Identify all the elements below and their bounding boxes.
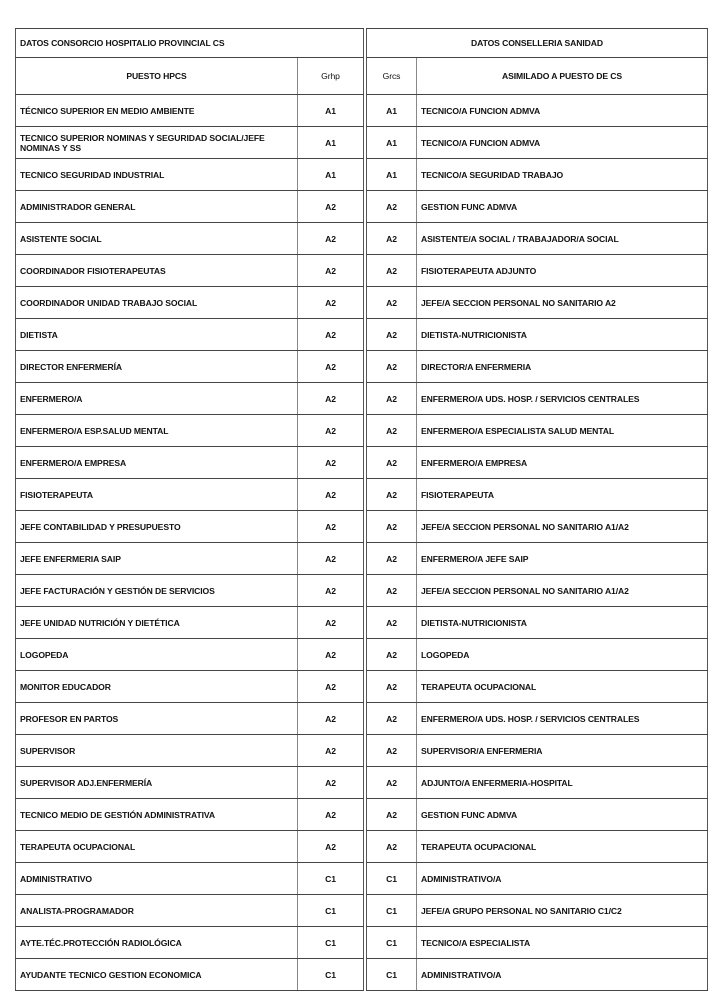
table-row xyxy=(367,383,708,415)
cell-puesto: TECNICO SEGURIDAD INDUSTRIAL xyxy=(16,159,298,191)
cell-grcs: A2 xyxy=(367,415,417,447)
cell-grhp: A2 xyxy=(298,287,364,319)
cell-grhp: A2 xyxy=(298,767,364,799)
table-row xyxy=(16,895,364,927)
cell-asimilado: TECNICO/A SEGURIDAD TRABAJO xyxy=(417,159,708,191)
table-row xyxy=(367,159,708,191)
cell-grcs: C1 xyxy=(367,927,417,959)
table-row xyxy=(367,767,708,799)
cell-grhp: A2 xyxy=(298,415,364,447)
table-row xyxy=(367,287,708,319)
cell-puesto: DIRECTOR ENFERMERÍA xyxy=(16,351,298,383)
table-row xyxy=(16,575,364,607)
cell-grcs: A2 xyxy=(367,799,417,831)
table-row xyxy=(367,831,708,863)
cell-asimilado: GESTION FUNC ADMVA xyxy=(417,799,708,831)
cell-puesto: TECNICO SUPERIOR NOMINAS Y SEGURIDAD SOCIAL/JEFE NOMINAS Y SS xyxy=(16,127,298,159)
cell-asimilado: ADMINISTRATIVO/A xyxy=(417,863,708,895)
cell-grcs: A2 xyxy=(367,479,417,511)
col-header-asimilado: ASIMILADO A PUESTO DE CS xyxy=(417,58,708,95)
cell-puesto: ASISTENTE SOCIAL xyxy=(16,223,298,255)
cell-puesto: ANALISTA-PROGRAMADOR xyxy=(16,895,298,927)
cell-grcs: A2 xyxy=(367,671,417,703)
cell-grhp: A1 xyxy=(298,127,364,159)
table-row xyxy=(367,799,708,831)
cell-asimilado: JEFE/A SECCION PERSONAL NO SANITARIO A2 xyxy=(417,287,708,319)
cell-grhp: A1 xyxy=(298,159,364,191)
cell-grcs: A2 xyxy=(367,767,417,799)
table-row xyxy=(367,959,708,991)
table-row xyxy=(16,191,364,223)
cell-grhp: C1 xyxy=(298,895,364,927)
table-row xyxy=(16,479,364,511)
cell-grcs: A2 xyxy=(367,351,417,383)
cell-puesto: LOGOPEDA xyxy=(16,639,298,671)
cell-grcs: A1 xyxy=(367,127,417,159)
cell-puesto: JEFE FACTURACIÓN Y GESTIÓN DE SERVICIOS xyxy=(16,575,298,607)
table-consorcio-body xyxy=(16,29,364,991)
table-row xyxy=(367,351,708,383)
cell-grcs: A2 xyxy=(367,191,417,223)
cell-grhp: A2 xyxy=(298,479,364,511)
table-row xyxy=(16,607,364,639)
cell-grcs: A2 xyxy=(367,319,417,351)
table-row xyxy=(16,639,364,671)
cell-puesto: SUPERVISOR xyxy=(16,735,298,767)
cell-asimilado: DIETISTA-NUTRICIONISTA xyxy=(417,319,708,351)
cell-asimilado: ENFERMERO/A UDS. HOSP. / SERVICIOS CENTRALES xyxy=(417,703,708,735)
cell-asimilado: ENFERMERO/A ESPECIALISTA SALUD MENTAL xyxy=(417,415,708,447)
cell-asimilado: ADMINISTRATIVO/A xyxy=(417,959,708,991)
table-row xyxy=(16,255,364,287)
cell-asimilado: ENFERMERO/A EMPRESA xyxy=(417,447,708,479)
cell-grhp: A2 xyxy=(298,223,364,255)
table-row xyxy=(16,927,364,959)
cell-asimilado: SUPERVISOR/A ENFERMERIA xyxy=(417,735,708,767)
cell-grhp: C1 xyxy=(298,927,364,959)
cell-puesto: ADMINISTRATIVO xyxy=(16,863,298,895)
cell-puesto: COORDINADOR FISIOTERAPEUTAS xyxy=(16,255,298,287)
table-row xyxy=(16,95,364,127)
table-row xyxy=(367,895,708,927)
cell-grcs: A2 xyxy=(367,543,417,575)
cell-grhp: A2 xyxy=(298,383,364,415)
cell-grcs: A2 xyxy=(367,447,417,479)
cell-grhp: A2 xyxy=(298,351,364,383)
table-row xyxy=(367,511,708,543)
col-header-grcs: Grcs xyxy=(367,58,417,95)
cell-puesto: JEFE CONTABILIDAD Y PRESUPUESTO xyxy=(16,511,298,543)
table-row xyxy=(16,287,364,319)
cell-puesto: ADMINISTRADOR GENERAL xyxy=(16,191,298,223)
table-conselleria xyxy=(366,28,708,991)
table-row xyxy=(16,415,364,447)
table-row xyxy=(16,671,364,703)
cell-grcs: A2 xyxy=(367,383,417,415)
cell-grcs: A2 xyxy=(367,223,417,255)
table-row xyxy=(367,319,708,351)
cell-grhp: A2 xyxy=(298,639,364,671)
cell-grhp: A2 xyxy=(298,799,364,831)
cell-asimilado: FISIOTERAPEUTA ADJUNTO xyxy=(417,255,708,287)
table-row xyxy=(367,607,708,639)
cell-grcs: C1 xyxy=(367,863,417,895)
table-row xyxy=(367,543,708,575)
cell-grhp: A2 xyxy=(298,607,364,639)
cell-puesto: TÉCNICO SUPERIOR EN MEDIO AMBIENTE xyxy=(16,95,298,127)
cell-grcs: A1 xyxy=(367,159,417,191)
table-row xyxy=(16,959,364,991)
cell-asimilado: TERAPEUTA OCUPACIONAL xyxy=(417,831,708,863)
table-row xyxy=(16,159,364,191)
col-header-puesto: PUESTO HPCS xyxy=(16,58,298,95)
cell-grhp: A2 xyxy=(298,255,364,287)
table-row xyxy=(367,575,708,607)
cell-asimilado: DIETISTA-NUTRICIONISTA xyxy=(417,607,708,639)
cell-grcs: C1 xyxy=(367,895,417,927)
cell-grhp: C1 xyxy=(298,959,364,991)
cell-puesto: AYTE.TÉC.PROTECCIÓN RADIOLÓGICA xyxy=(16,927,298,959)
table-row xyxy=(16,863,364,895)
table-row xyxy=(367,415,708,447)
table-consorcio xyxy=(15,28,364,991)
table-row xyxy=(16,383,364,415)
table-row xyxy=(367,703,708,735)
cell-asimilado: TECNICO/A ESPECIALISTA xyxy=(417,927,708,959)
cell-grhp: A2 xyxy=(298,735,364,767)
cell-asimilado: JEFE/A SECCION PERSONAL NO SANITARIO A1/A2 xyxy=(417,575,708,607)
table-row xyxy=(367,863,708,895)
table-row xyxy=(367,447,708,479)
cell-asimilado: TERAPEUTA OCUPACIONAL xyxy=(417,671,708,703)
table-row xyxy=(367,671,708,703)
table-row xyxy=(16,799,364,831)
table-row xyxy=(16,831,364,863)
cell-asimilado: LOGOPEDA xyxy=(417,639,708,671)
cell-asimilado: ENFERMERO/A UDS. HOSP. / SERVICIOS CENTRALES xyxy=(417,383,708,415)
cell-grcs: A2 xyxy=(367,511,417,543)
cell-grcs: A2 xyxy=(367,831,417,863)
cell-puesto: AYUDANTE TECNICO GESTION ECONOMICA xyxy=(16,959,298,991)
table-row xyxy=(367,255,708,287)
cell-grhp: A2 xyxy=(298,319,364,351)
cell-asimilado: JEFE/A SECCION PERSONAL NO SANITARIO A1/A2 xyxy=(417,511,708,543)
cell-grhp: A2 xyxy=(298,575,364,607)
cell-asimilado: ADJUNTO/A ENFERMERIA-HOSPITAL xyxy=(417,767,708,799)
table-row xyxy=(16,351,364,383)
header-row-columns xyxy=(367,58,708,95)
cell-grhp: A2 xyxy=(298,447,364,479)
cell-grcs: A2 xyxy=(367,287,417,319)
cell-asimilado: DIRECTOR/A ENFERMERIA xyxy=(417,351,708,383)
table-row xyxy=(367,639,708,671)
table-row xyxy=(367,479,708,511)
cell-grcs: A1 xyxy=(367,95,417,127)
table-row xyxy=(16,127,364,159)
table-row xyxy=(16,543,364,575)
table-row xyxy=(16,319,364,351)
cell-grhp: A2 xyxy=(298,703,364,735)
table-row xyxy=(367,95,708,127)
cell-grhp: A2 xyxy=(298,671,364,703)
cell-puesto: JEFE ENFERMERIA SAIP xyxy=(16,543,298,575)
table-row xyxy=(16,767,364,799)
cell-grcs: A2 xyxy=(367,255,417,287)
table-row xyxy=(367,191,708,223)
col-header-grhp: Grhp xyxy=(298,58,364,95)
cell-grcs: A2 xyxy=(367,575,417,607)
cell-grcs: C1 xyxy=(367,959,417,991)
cell-asimilado: FISIOTERAPEUTA xyxy=(417,479,708,511)
table-row xyxy=(367,223,708,255)
left-section-title: DATOS CONSORCIO HOSPITALIO PROVINCIAL CS xyxy=(16,29,364,58)
cell-grhp: C1 xyxy=(298,863,364,895)
cell-grcs: A2 xyxy=(367,703,417,735)
header-row-columns xyxy=(16,58,364,95)
cell-puesto: MONITOR EDUCADOR xyxy=(16,671,298,703)
cell-grhp: A2 xyxy=(298,511,364,543)
right-section-title: DATOS CONSELLERIA SANIDAD xyxy=(367,29,708,58)
table-row xyxy=(367,735,708,767)
table-row xyxy=(367,127,708,159)
table-conselleria-body xyxy=(367,29,708,991)
cell-puesto: JEFE UNIDAD NUTRICIÓN Y DIETÉTICA xyxy=(16,607,298,639)
table-row xyxy=(16,703,364,735)
table-row xyxy=(367,927,708,959)
table-row xyxy=(16,447,364,479)
cell-puesto: ENFERMERO/A xyxy=(16,383,298,415)
cell-puesto: ENFERMERO/A EMPRESA xyxy=(16,447,298,479)
cell-puesto: PROFESOR EN PARTOS xyxy=(16,703,298,735)
cell-asimilado: TECNICO/A FUNCION ADMVA xyxy=(417,95,708,127)
cell-grcs: A2 xyxy=(367,607,417,639)
cell-asimilado: JEFE/A GRUPO PERSONAL NO SANITARIO C1/C2 xyxy=(417,895,708,927)
cell-asimilado: TECNICO/A FUNCION ADMVA xyxy=(417,127,708,159)
cell-asimilado: GESTION FUNC ADMVA xyxy=(417,191,708,223)
table-row xyxy=(16,735,364,767)
cell-puesto: ENFERMERO/A ESP.SALUD MENTAL xyxy=(16,415,298,447)
cell-puesto: DIETISTA xyxy=(16,319,298,351)
cell-grhp: A1 xyxy=(298,95,364,127)
header-row-section xyxy=(16,29,364,58)
cell-asimilado: ENFERMERO/A JEFE SAIP xyxy=(417,543,708,575)
cell-grcs: A2 xyxy=(367,735,417,767)
cell-puesto: COORDINADOR UNIDAD TRABAJO SOCIAL xyxy=(16,287,298,319)
table-row xyxy=(16,511,364,543)
cell-puesto: SUPERVISOR ADJ.ENFERMERÍA xyxy=(16,767,298,799)
cell-puesto: TECNICO MEDIO DE GESTIÓN ADMINISTRATIVA xyxy=(16,799,298,831)
cell-grhp: A2 xyxy=(298,191,364,223)
cell-asimilado: ASISTENTE/A SOCIAL / TRABAJADOR/A SOCIAL xyxy=(417,223,708,255)
header-row-section xyxy=(367,29,708,58)
cell-grhp: A2 xyxy=(298,831,364,863)
cell-grhp: A2 xyxy=(298,543,364,575)
cell-puesto: FISIOTERAPEUTA xyxy=(16,479,298,511)
cell-grcs: A2 xyxy=(367,639,417,671)
cell-puesto: TERAPEUTA OCUPACIONAL xyxy=(16,831,298,863)
table-row xyxy=(16,223,364,255)
